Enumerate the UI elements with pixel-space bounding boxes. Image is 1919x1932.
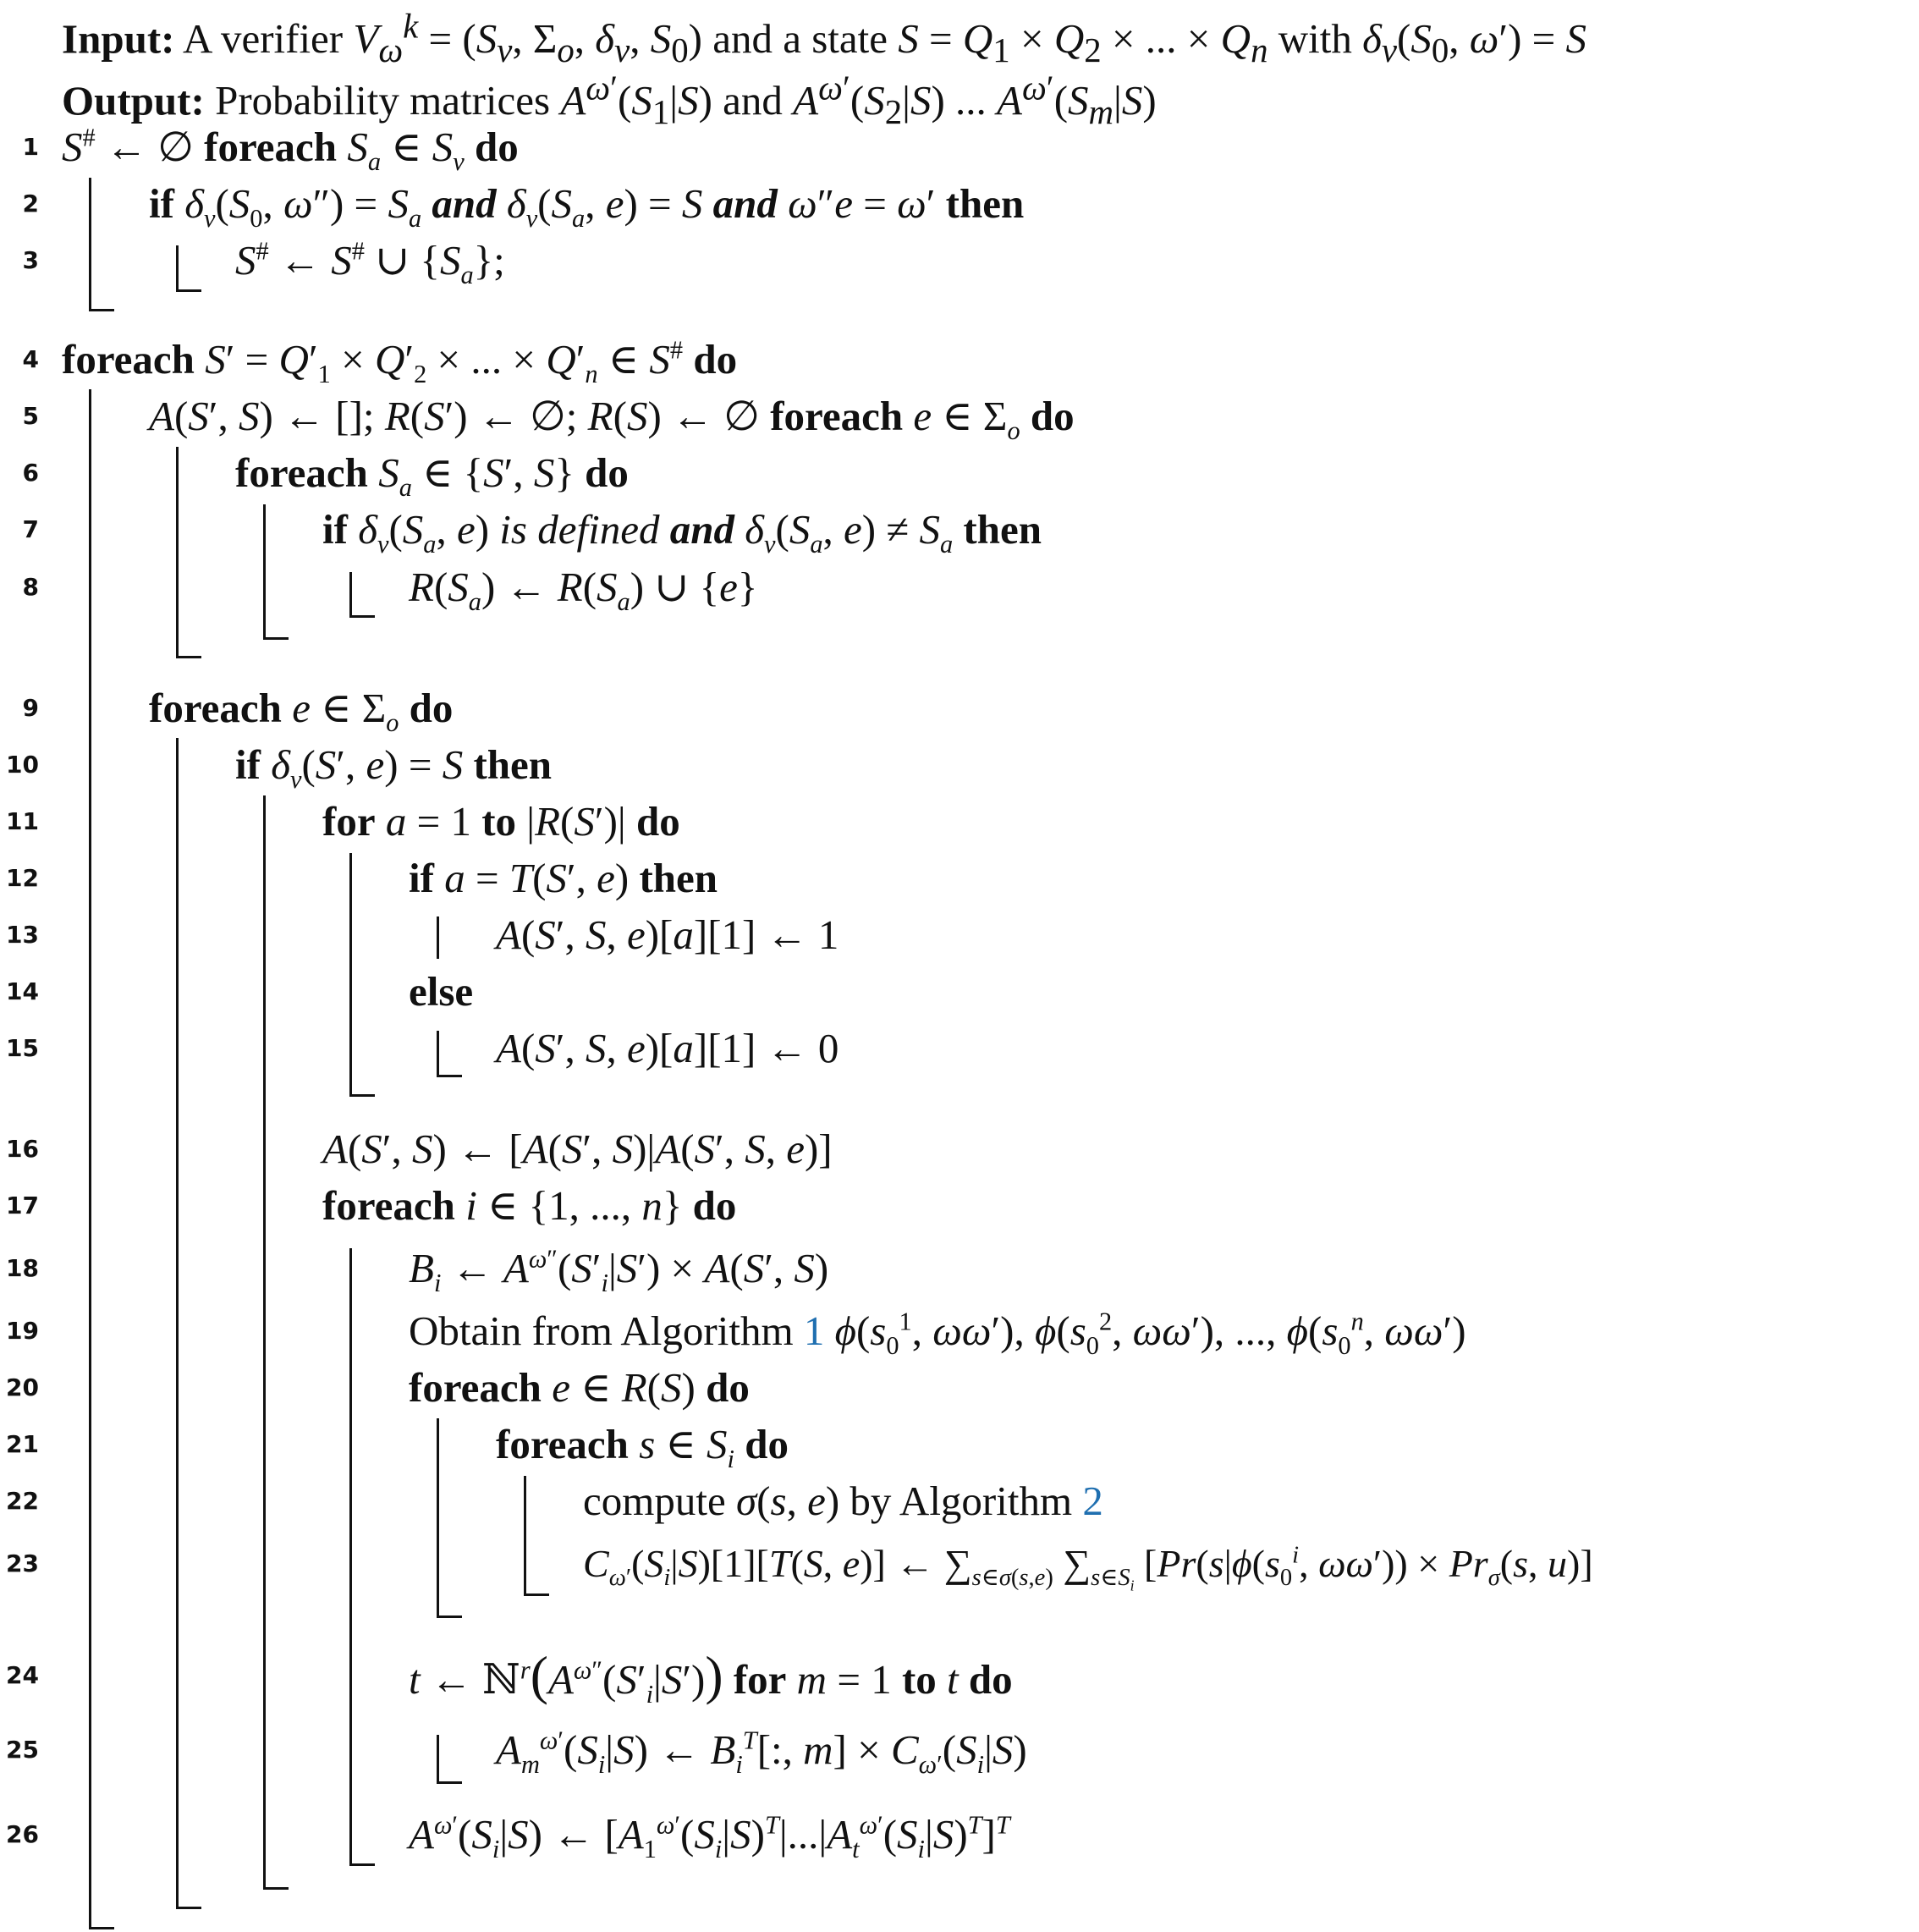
algorithm-line-14 (0, 966, 1919, 1017)
line-number: 8 (22, 573, 39, 601)
line-code: $A^{\omega'}(S_i|S)$ ← $[A_1^{\omega'}(S_i|S)^T|...|A_t^{\omega'}(S_i|S)^T]^T$ (409, 1810, 1010, 1863)
block-foot (89, 1927, 114, 1929)
block-foot (437, 1616, 462, 1618)
line-code: foreach s ∈ $S_i$ do (496, 1421, 789, 1473)
block-bar (176, 245, 179, 292)
algorithm-line-18 (0, 1243, 1919, 1297)
line-code: A(S′, S) ← [A(S′, S)|A(S′, S, e)] (322, 1126, 833, 1172)
line-number: 5 (22, 402, 39, 430)
algorithm-1-link[interactable]: 1 (803, 1307, 825, 1354)
algorithm-line-4 (0, 334, 1919, 388)
block-bar (437, 1735, 439, 1784)
line-code: $C_{\omega'}(S_i|S)[1][T(S$, e)] ← $\sum_{s\in\sigma(s,e)}$ $\sum_{s\in S_i}$ [$Pr(s|\phi(s_0^i$, $\omega\omega')) \times Pr_\sigma(s$, u)] (583, 1542, 1593, 1594)
algorithm-line-22 (0, 1476, 1919, 1527)
line-number: 6 (22, 459, 39, 487)
algorithm-line-24 (0, 1645, 1919, 1709)
line-code: foreach i ∈ {1, ..., n} do (322, 1182, 737, 1229)
algorithm-line-12 (0, 853, 1919, 904)
line-number: 2 (22, 190, 39, 217)
algorithm-line-21 (0, 1419, 1919, 1473)
algorithm-line-9 (0, 683, 1919, 737)
input-text: A verifier $V_\omega^k = (S_v$, $\Sigma_o$, $\delta_v$, $S_0$) and a state $S = Q_1 \times Q_2$ × ... × $Q_n$ with $\delta_v(S_0$, ω′) = S (183, 8, 1587, 70)
algorithm-line-6 (0, 448, 1919, 502)
line-code: S# ← S# ∪ $\{S_a\}$; (235, 236, 505, 289)
line-number: 1 (22, 133, 39, 161)
block-foot (349, 615, 375, 618)
block-foot (349, 1094, 375, 1097)
algorithm-line-2 (0, 179, 1919, 233)
block-bar (89, 389, 91, 1929)
line-number: 12 (6, 864, 39, 892)
line-number: 7 (22, 515, 39, 543)
line-number: 20 (6, 1373, 39, 1401)
algorithm-line-15 (0, 1023, 1919, 1074)
line-number: 24 (6, 1661, 39, 1689)
line-code: if $\delta_v(S_0$, $\omega'') = S_a$ and $\delta_v(S_a$, e) = S and ω″e = ω′ then (149, 180, 1025, 233)
line-code: if $\delta_v(S'$, e) = S then (235, 741, 553, 794)
algorithm-line-1 (0, 122, 1919, 176)
block-foot (89, 309, 114, 311)
line-code: compute σ(s, e) by Algorithm 2 (583, 1478, 1103, 1524)
block-bar (349, 572, 352, 618)
algorithm-line-10 (0, 740, 1919, 794)
block-bar (176, 447, 179, 658)
line-code: Obtain from Algorithm 1 $\phi(s_0^1$, ωω′), $\phi(s_0^2$, ωω′), ..., $\phi(s_0^n$, ωω′) (409, 1307, 1466, 1360)
algorithm-line-23 (0, 1538, 1919, 1594)
line-number: 23 (6, 1549, 39, 1577)
line-code: $B_i$ ← $A^{\omega''}(S'_i|S') \times A(S'$, S) (409, 1244, 829, 1297)
line-number: 10 (6, 751, 39, 779)
line-code: $A_m^{\omega'}(S_i|S)$ ← $B_i^T$[:, $m] \times C_{\omega'}(S_i|S)$ (496, 1726, 1027, 1779)
algorithm-2-link[interactable]: 2 (1082, 1478, 1103, 1524)
block-foot (176, 656, 201, 658)
line-number: 16 (6, 1135, 39, 1163)
block-bar (437, 1031, 439, 1077)
block-foot (263, 1887, 289, 1890)
line-number: 22 (6, 1487, 39, 1515)
block-foot (437, 1075, 462, 1077)
block-bar (89, 178, 91, 311)
algorithm-line-19 (0, 1306, 1919, 1360)
line-number: 14 (6, 977, 39, 1005)
line-number: 26 (6, 1820, 39, 1848)
line-number: 3 (22, 246, 39, 274)
algorithm-line-20 (0, 1362, 1919, 1413)
line-code: $R(S_a)$ ← $R(S_a)$ ∪ {e} (409, 564, 758, 616)
line-number: 17 (6, 1192, 39, 1219)
output-text: Probability matrices $A^{\omega'}(S_1|S)$ and $A^{\omega'}(S_2|S)$ ... $A^{\omega'}(S_m|S)$ (215, 69, 1157, 132)
block-foot (263, 637, 289, 640)
output-label: Output: (62, 77, 205, 124)
algorithm-line-26 (0, 1809, 1919, 1863)
line-code: t ← $ℕ^r(A^{\omega''}(S'_i|S'))$ for m = 1 to t do (409, 1645, 1013, 1709)
line-code: A(S′, S, e)[a][1] ← 1 (496, 911, 839, 958)
algorithm-line-17 (0, 1181, 1919, 1231)
algorithm-line-5 (0, 391, 1919, 445)
block-foot (437, 1781, 462, 1784)
line-number: 9 (22, 694, 39, 722)
line-number: 13 (6, 921, 39, 949)
line-number: 19 (6, 1317, 39, 1345)
block-bar (349, 853, 352, 1097)
block-bar (263, 504, 266, 640)
block-foot (176, 1907, 201, 1909)
line-code: else (409, 968, 474, 1015)
line-number: 11 (6, 807, 39, 835)
block-bar (263, 795, 266, 1890)
line-code: foreach e ∈ $\Sigma_o$ do (149, 685, 454, 737)
line-code: if a = T(S′, e) then (409, 855, 718, 901)
algorithm-line-16 (0, 1124, 1919, 1175)
algorithm-line-11 (0, 796, 1919, 847)
line-code: foreach $S' = Q'_1 \times Q'_2$ × ... × $Q'_n$ ∈ S# do (62, 335, 738, 388)
line-number: 18 (6, 1254, 39, 1282)
block-bar (176, 738, 179, 1909)
line-code: A(S′, S) ← []; R(S′) ← ∅; R(S) ← ∅ foreach e ∈ $\Sigma_o$ do (149, 393, 1075, 445)
line-code: foreach $S_a$ ∈ {S′, S} do (235, 449, 629, 502)
algorithm-line-13 (0, 910, 1919, 960)
block-foot (349, 1863, 375, 1866)
block-bar (437, 916, 439, 959)
line-code: foreach e ∈ R(S) do (409, 1364, 750, 1411)
block-bar (437, 1418, 439, 1618)
algorithm-line-25 (0, 1725, 1919, 1779)
line-code: for a = 1 to |R(S′)| do (322, 798, 680, 845)
line-code: A(S′, S, e)[a][1] ← 0 (496, 1025, 839, 1071)
line-number: 15 (6, 1034, 39, 1062)
block-bar (524, 1476, 526, 1596)
block-bar (349, 1248, 352, 1866)
block-foot (524, 1593, 549, 1596)
input-label: Input: (62, 15, 175, 63)
line-code: S# ← ∅ foreach $S_a$ ∈ $S_v$ do (62, 123, 519, 176)
algorithm-line-3 (0, 235, 1919, 289)
algorithm-line-8 (0, 562, 1919, 616)
line-number: 21 (6, 1430, 39, 1458)
algorithm-line-7 (0, 504, 1919, 559)
line-code: if $\delta_v(S_a$, e) is defined and $\delta_v(S_a$, $e) \ne S_a$ then (322, 506, 1042, 559)
line-number: 25 (6, 1736, 39, 1764)
line-number: 4 (22, 345, 39, 373)
block-foot (176, 289, 201, 292)
